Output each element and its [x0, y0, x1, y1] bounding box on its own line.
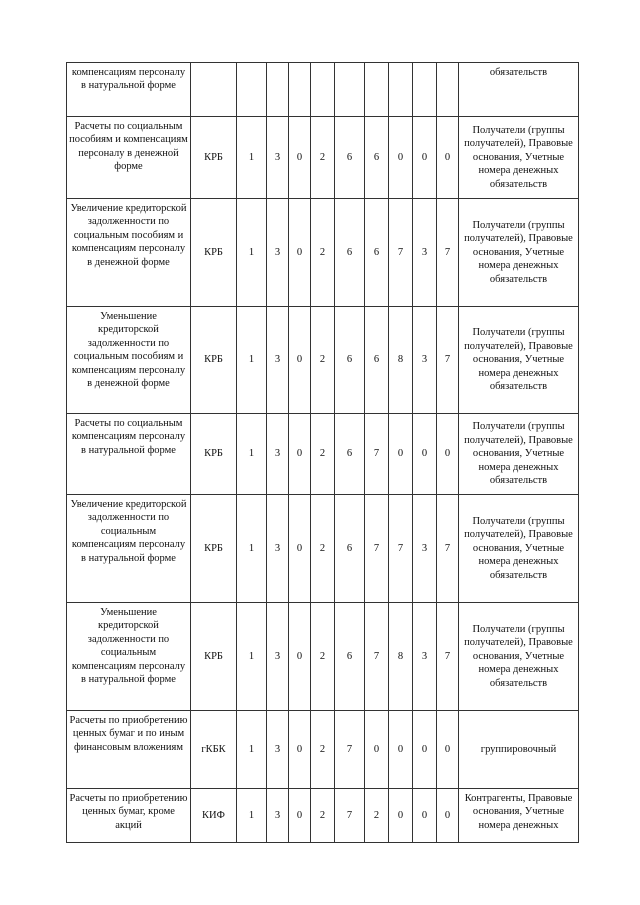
account-digit: 0	[289, 711, 311, 789]
account-digit: 2	[311, 711, 335, 789]
account-digit: 7	[389, 495, 413, 603]
table-row	[67, 199, 579, 307]
account-digit: 3	[413, 495, 437, 603]
account-description: Увеличение кредиторской задолженности по социальным компенсациям персоналу в натуральной форме	[67, 495, 191, 603]
analytics-description: Получатели (группы получателей), Правовые основания, Учетные номера денежных обязательств	[459, 117, 579, 199]
analytics-description: обязательств	[459, 63, 579, 117]
account-digit: 2	[311, 603, 335, 711]
account-digit: 0	[389, 711, 413, 789]
account-digit	[365, 63, 389, 117]
account-code-type: КРБ	[191, 414, 237, 495]
table-row	[67, 307, 579, 414]
account-digit: 3	[267, 117, 289, 199]
account-digit: 0	[289, 789, 311, 843]
account-code-type: КРБ	[191, 307, 237, 414]
account-digit: 1	[237, 307, 267, 414]
account-digit: 6	[335, 117, 365, 199]
table-row	[67, 414, 579, 495]
account-digit: 1	[237, 495, 267, 603]
analytics-description: Получатели (группы получателей), Правовые основания, Учетные номера денежных обязательств	[459, 495, 579, 603]
account-digit: 0	[289, 414, 311, 495]
account-digit	[335, 63, 365, 117]
account-code-type: КРБ	[191, 117, 237, 199]
account-code-type: КРБ	[191, 199, 237, 307]
account-digit: 8	[389, 307, 413, 414]
account-digit: 0	[413, 414, 437, 495]
account-digit: 7	[365, 414, 389, 495]
account-digit: 0	[413, 711, 437, 789]
account-digit: 0	[289, 603, 311, 711]
account-description: Увеличение кредиторской задолженности по социальным пособиям и компенсациям персоналу в денежной форме	[67, 199, 191, 307]
account-digit: 0	[289, 117, 311, 199]
account-digit: 6	[365, 117, 389, 199]
account-digit: 3	[267, 199, 289, 307]
account-description: компенсациям персоналу в натуральной форме	[67, 63, 191, 117]
account-digit: 7	[437, 199, 459, 307]
account-digit: 2	[311, 789, 335, 843]
table-row	[67, 603, 579, 711]
account-digit: 7	[365, 603, 389, 711]
account-digit: 0	[289, 495, 311, 603]
account-digit	[437, 63, 459, 117]
account-digit: 3	[267, 603, 289, 711]
account-digit: 0	[389, 789, 413, 843]
account-code-type: КРБ	[191, 603, 237, 711]
account-code-type: гКБК	[191, 711, 237, 789]
account-digit: 3	[267, 789, 289, 843]
account-description: Уменьшение кредиторской задолженности по социальным пособиям и компенсациям персоналу в денежной форме	[67, 307, 191, 414]
account-code-type	[191, 63, 237, 117]
account-code-type: КИФ	[191, 789, 237, 843]
analytics-description: Получатели (группы получателей), Правовые основания, Учетные номера денежных обязательств	[459, 307, 579, 414]
account-digit	[413, 63, 437, 117]
account-description: Расчеты по социальным пособиям и компенсациям персоналу в денежной форме	[67, 117, 191, 199]
account-digit: 0	[437, 414, 459, 495]
account-digit: 2	[311, 495, 335, 603]
account-digit: 1	[237, 711, 267, 789]
account-description: Расчеты по приобретению ценных бумаг и по иным финансовым вложениям	[67, 711, 191, 789]
account-digit	[267, 63, 289, 117]
account-digit: 1	[237, 414, 267, 495]
account-digit: 8	[389, 603, 413, 711]
table-row	[67, 63, 579, 117]
account-digit: 7	[437, 603, 459, 711]
account-digit: 7	[389, 199, 413, 307]
analytics-description: Получатели (группы получателей), Правовые основания, Учетные номера денежных обязательств	[459, 603, 579, 711]
account-digit: 1	[237, 603, 267, 711]
account-digit: 0	[289, 307, 311, 414]
account-digit: 3	[267, 495, 289, 603]
account-digit: 2	[311, 414, 335, 495]
account-digit: 2	[311, 307, 335, 414]
account-digit	[289, 63, 311, 117]
account-digit: 0	[437, 711, 459, 789]
account-digit: 7	[365, 495, 389, 603]
analytics-description: Контрагенты, Правовые основания, Учетные номера денежных	[459, 789, 579, 843]
account-digit: 6	[335, 495, 365, 603]
table-row	[67, 495, 579, 603]
account-digit: 0	[413, 789, 437, 843]
account-digit: 2	[311, 199, 335, 307]
account-digit: 6	[365, 307, 389, 414]
account-digit: 1	[237, 789, 267, 843]
account-digit: 7	[335, 789, 365, 843]
account-digit: 3	[413, 199, 437, 307]
account-digit: 0	[365, 711, 389, 789]
account-digit: 1	[237, 199, 267, 307]
account-digit: 1	[237, 117, 267, 199]
account-digit: 7	[437, 495, 459, 603]
account-code-type: КРБ	[191, 495, 237, 603]
account-digit: 0	[389, 117, 413, 199]
account-digit: 6	[335, 199, 365, 307]
account-digit	[389, 63, 413, 117]
account-digit: 0	[413, 117, 437, 199]
account-digit: 3	[267, 307, 289, 414]
table-row	[67, 711, 579, 789]
analytics-description: группировочный	[459, 711, 579, 789]
account-digit: 6	[335, 307, 365, 414]
account-digit: 3	[267, 711, 289, 789]
account-description: Расчеты по приобретению ценных бумаг, кроме акций	[67, 789, 191, 843]
account-digit: 0	[437, 789, 459, 843]
analytics-description: Получатели (группы получателей), Правовые основания, Учетные номера денежных обязательств	[459, 199, 579, 307]
account-digit: 2	[365, 789, 389, 843]
account-description: Уменьшение кредиторской задолженности по социальным компенсациям персоналу в натуральной форме	[67, 603, 191, 711]
account-digit: 6	[335, 603, 365, 711]
account-description: Расчеты по социальным компенсациям персоналу в натуральной форме	[67, 414, 191, 495]
account-digit: 7	[437, 307, 459, 414]
account-digit: 3	[413, 603, 437, 711]
account-digit: 2	[311, 117, 335, 199]
table-row	[67, 117, 579, 199]
table-row	[67, 789, 579, 843]
account-digit: 3	[267, 414, 289, 495]
account-digit: 0	[289, 199, 311, 307]
accounts-table	[66, 62, 579, 843]
analytics-description: Получатели (группы получателей), Правовые основания, Учетные номера денежных обязательств	[459, 414, 579, 495]
account-digit: 7	[335, 711, 365, 789]
account-digit	[311, 63, 335, 117]
account-digit: 0	[389, 414, 413, 495]
account-digit	[237, 63, 267, 117]
account-digit: 0	[437, 117, 459, 199]
account-digit: 3	[413, 307, 437, 414]
account-digit: 6	[335, 414, 365, 495]
account-digit: 6	[365, 199, 389, 307]
